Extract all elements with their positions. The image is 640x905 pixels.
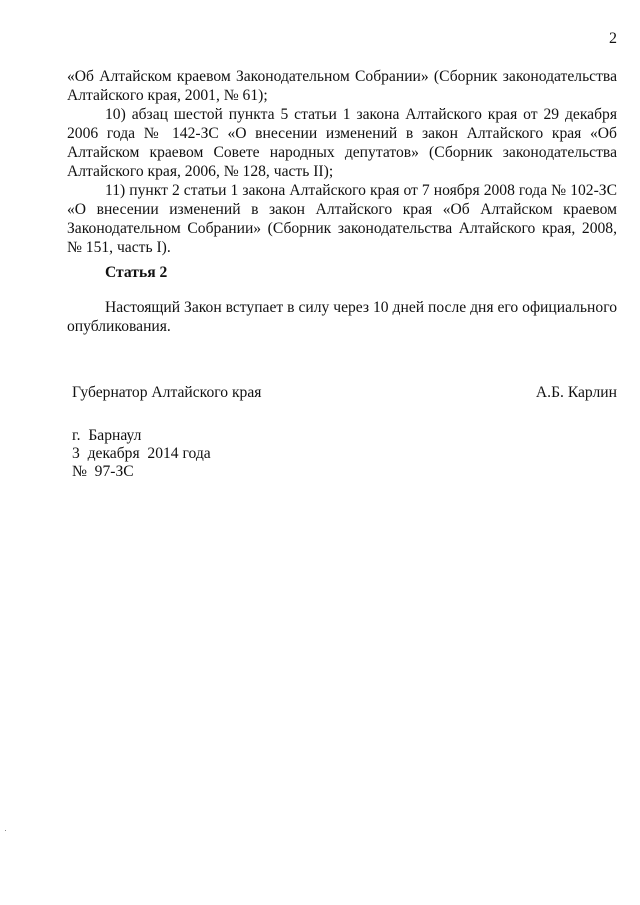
- city: г. Барнаул: [72, 427, 142, 444]
- list-item-10: 10) абзац шестой пункта 5 статьи 1 закона Алтайского края от 29 декабря 2006 года № 142-ЗС «О внесении изменений в закон Алтайского края «Об Алтайском краевом Совете народных депутатов» (Сборник законодательства Алтайского края, 2006, № 128, часть II);: [67, 106, 617, 180]
- signatory-title: Губернатор Алтайского края: [72, 384, 262, 401]
- paragraph-continuation: «Об Алтайском краевом Законодательном Собрании» (Сборник законодательства Алтайского края, 2001, № 61);: [67, 68, 617, 104]
- document-body: [67, 67, 617, 257]
- law-number: № 97-ЗС: [72, 463, 134, 480]
- page-number: 2: [609, 30, 617, 47]
- list-item-11: 11) пункт 2 статьи 1 закона Алтайского края от 7 ноября 2008 года № 102-ЗС «О внесении изменений в закон Алтайского края «Об Алтайском краевом Законодательном Собрании» (Сборник законодательства Алтайского края, 2008, № 151, часть I).: [67, 182, 617, 256]
- signatory-name: А.Б. Карлин: [535, 384, 617, 401]
- scan-speck: [5, 830, 6, 831]
- article-heading: Статья 2: [105, 264, 168, 281]
- article-text: Настоящий Закон вступает в силу через 10 дней после дня его официального опубликования.: [67, 299, 617, 335]
- date: 3 декабря 2014 года: [72, 445, 211, 462]
- signature-block: [72, 384, 617, 402]
- place-date-block: [72, 427, 211, 481]
